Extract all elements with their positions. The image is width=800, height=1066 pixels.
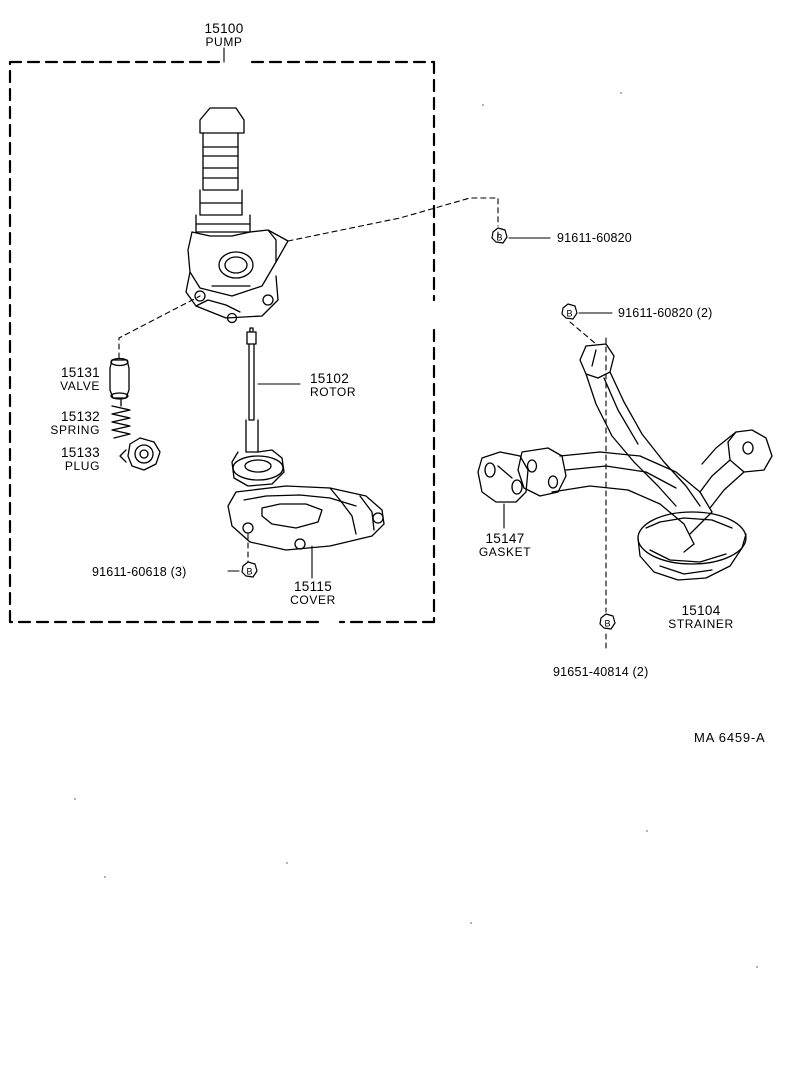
speckle	[620, 92, 622, 94]
bolt-text-leaders	[228, 238, 612, 571]
cover-part	[228, 486, 384, 550]
label-pump	[164, 22, 284, 49]
rotor-part	[232, 328, 284, 486]
label-cover	[268, 580, 358, 607]
fastener-label-bolt-pump-upper: 91611-60820	[557, 231, 632, 245]
bolt-symbol-letters	[246, 233, 610, 629]
label-plug-number: 15133	[60, 445, 100, 460]
label-rotor-number: 15102	[310, 371, 350, 386]
label-strainer-number: 15104	[681, 603, 721, 618]
leader-bolt-upper	[288, 198, 498, 241]
label-rotor	[310, 372, 356, 399]
label-valve	[22, 366, 100, 393]
leader-bolt-strainer	[570, 322, 596, 344]
speckle	[104, 876, 106, 878]
label-strainer	[645, 604, 757, 631]
label-valve-number: 15131	[60, 365, 100, 380]
assembly-boundary	[10, 62, 434, 622]
label-rotor-name: ROTOR	[310, 385, 357, 399]
speckle	[646, 830, 648, 832]
label-cover-name: COVER	[290, 593, 336, 607]
svg-text:B: B	[246, 566, 253, 577]
speckle	[470, 922, 472, 924]
diagram-code: MA 6459-A	[694, 730, 766, 745]
svg-text:B: B	[496, 232, 503, 243]
speckle	[482, 104, 484, 106]
svg-text:B: B	[566, 308, 573, 319]
speckle	[74, 798, 76, 800]
label-spring-name: SPRING	[50, 423, 100, 437]
valve-spring-plug	[110, 359, 160, 471]
svg-text:B: B	[604, 618, 611, 629]
pump-body	[186, 108, 288, 323]
fastener-label-bolt-strainer: 91611-60820 (2)	[618, 306, 713, 320]
label-pump-number: 15100	[204, 21, 244, 36]
speckle	[286, 862, 288, 864]
label-plug	[22, 446, 100, 473]
label-spring-number: 15132	[60, 409, 100, 424]
leader-valve	[119, 296, 200, 358]
label-cover-number: 15115	[293, 579, 333, 594]
label-valve-name: VALVE	[60, 379, 100, 393]
label-pump-name: PUMP	[205, 35, 243, 49]
label-gasket-number: 15147	[485, 531, 525, 546]
label-gasket	[455, 532, 555, 559]
speckle	[756, 966, 758, 968]
strainer-part	[518, 344, 772, 580]
label-strainer-name: STRAINER	[668, 617, 734, 631]
fastener-label-bolt-lower: 91651-40814 (2)	[553, 665, 649, 679]
label-plug-name: PLUG	[64, 459, 100, 473]
fastener-label-bolt-cover: 91611-60618 (3)	[92, 565, 187, 579]
label-spring	[14, 410, 100, 437]
label-gasket-name: GASKET	[478, 545, 532, 559]
bolt-symbols	[242, 228, 615, 629]
